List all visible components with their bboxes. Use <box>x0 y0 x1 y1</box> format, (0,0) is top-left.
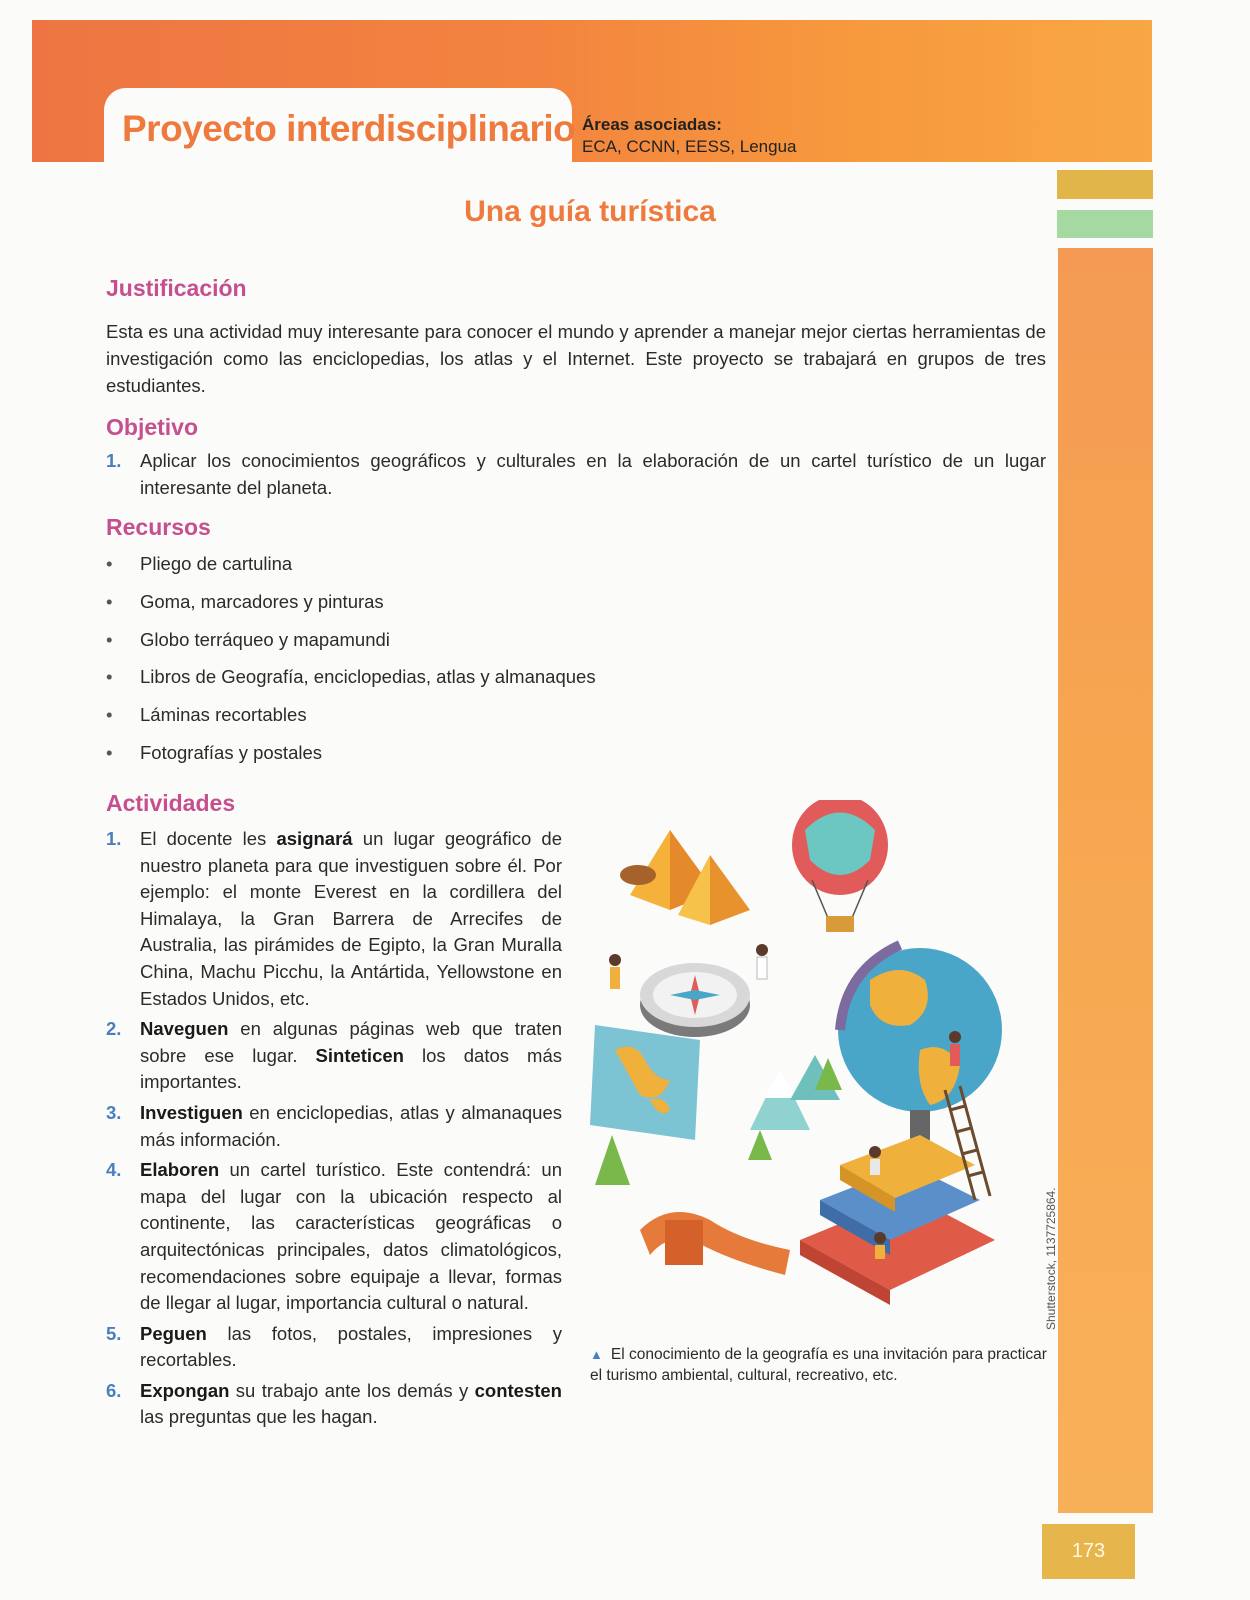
recursos-list <box>106 550 596 777</box>
list-item: • Láminas recortables <box>106 701 596 739</box>
item-text: Aplicar los conocimientos geográficos y culturales en la elaboración de un cartel turístico de un lugar interesante del planeta. <box>140 450 1046 498</box>
recursos-heading: Recursos <box>106 514 211 540</box>
list-item: 6. Expongan su trabajo ante los demás y contesten las preguntas que les hagan. <box>106 1379 562 1428</box>
associated-areas <box>582 114 796 158</box>
areas-value: ECA, CCNN, EESS, Lengua <box>582 137 797 156</box>
list-item: 5. Peguen las fotos, postales, impresiones y recortables. <box>106 1322 562 1371</box>
caption-text: El conocimiento de la geografía es una invitación para practicar el turismo ambiental, cultural, recreativo, etc. <box>590 1346 1047 1384</box>
hot-air-balloon-icon <box>792 800 888 932</box>
areas-label: Áreas asociadas: <box>582 115 722 134</box>
pyramids-icon <box>620 830 750 925</box>
globe-icon <box>838 945 1002 1140</box>
list-item: • Pliego de cartulina <box>106 550 596 588</box>
list-item <box>106 448 1046 501</box>
justificacion-heading: Justificación <box>106 275 247 301</box>
list-item: 3. Investiguen en enciclopedias, atlas y almanaques más información. <box>106 1101 562 1150</box>
great-wall-icon <box>640 1212 790 1275</box>
image-credit: Shutterstock, 1137725864. <box>1044 1187 1058 1330</box>
side-bar-orange <box>1058 248 1153 1513</box>
project-title: Proyecto interdisciplinario <box>122 108 576 149</box>
list-item: • Globo terráqueo y mapamundi <box>106 626 596 664</box>
title-tab <box>104 88 576 168</box>
map-icon <box>590 1025 700 1140</box>
travel-illustration <box>590 800 1060 1340</box>
list-item: • Fotografías y postales <box>106 739 596 777</box>
item-number: 1. <box>106 828 122 849</box>
objetivo-heading: Objetivo <box>106 414 199 440</box>
list-item: 4. Elaboren un cartel turístico. Este contendrá: un mapa del lugar con la ubicación respecto al continente, las características geográficas o arquitectónicas principales, datos climatológicos, recomendaciones sobre equipaje a llevar, formas de llegar al lugar, importancia cultural o natural. <box>106 1159 562 1314</box>
item-number: 2. <box>106 1018 122 1040</box>
list-item: 1. El docente les asignará un lugar geográfico de nuestro planeta para que investiguen sobre él. Por ejemplo: el monte Everest en la cordillera del Himalaya, la Gran Barrera de Arrecifes de Australia, las pirámides de Egipto, la Gran Muralla China, Machu Picchu, la Antártida, Yellowstone en Estados Unidos, etc. <box>106 828 563 1009</box>
item-number: 4. <box>106 1159 122 1181</box>
objetivo-list <box>106 448 1046 501</box>
page-title: Una guía turística <box>464 195 716 228</box>
item-number: 5. <box>106 1322 122 1344</box>
list-item: 2. Naveguen en algunas páginas web que traten sobre ese lugar. Sinteticen los datos más importantes. <box>106 1018 563 1093</box>
compass-icon <box>640 963 750 1037</box>
actividades-heading: Actividades <box>106 790 236 816</box>
list-item: • Goma, marcadores y pinturas <box>106 588 596 626</box>
page-number: 173 <box>1042 1524 1135 1579</box>
item-number: 6. <box>106 1379 122 1401</box>
triangle-icon: ▲ <box>590 1347 603 1362</box>
figure-caption <box>590 1344 1050 1386</box>
justificacion-text: Esta es una actividad muy interesante para conocer el mundo y aprender a manejar mejor ciertas herramientas de investigación como las enciclopedias, los atlas y el Internet. Este proyecto se trabajará en grupos de tres estudiantes. <box>106 321 1046 396</box>
list-item: • Libros de Geografía, enciclopedias, atlas y almanaques <box>106 663 596 701</box>
item-number: 3. <box>106 1101 122 1123</box>
item-number: 1. <box>106 450 122 471</box>
actividades-list <box>106 826 562 1435</box>
